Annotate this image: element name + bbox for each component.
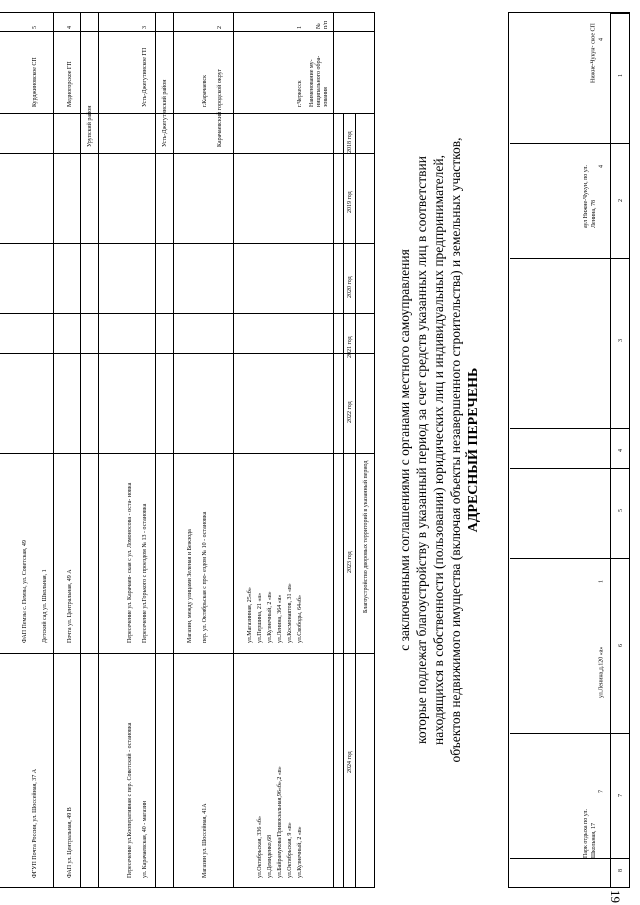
ruler-5: 5 bbox=[618, 509, 624, 512]
row-1-name: г.Черкесск bbox=[297, 80, 303, 107]
row-5-name: Курджиновское СП bbox=[32, 57, 38, 107]
row-2-name: Карачаевский городской округ bbox=[217, 68, 223, 147]
ruler-2: 2 bbox=[618, 199, 624, 202]
row-3-2024-1: Пересечение ул.Кооперативная с пер. Советский - остановка bbox=[127, 722, 133, 878]
row-2-2024-0: Магазин ул. Шоссейная, 41А bbox=[202, 803, 208, 878]
column-number-ruler bbox=[610, 12, 630, 888]
main-table bbox=[0, 12, 375, 888]
ruler-1: 1 bbox=[618, 74, 624, 77]
row-1-num: 1 bbox=[297, 26, 303, 29]
top-continuation-table bbox=[508, 12, 610, 888]
year-2022: 2022 год bbox=[347, 401, 353, 423]
row-1-2024-2: ул.Байрамукова/Привокзальная,96«б»,2 «в» bbox=[277, 766, 283, 878]
ruler-8: 8 bbox=[618, 869, 624, 872]
row-4-2023-0: Почта ул. Центральная, 49 А bbox=[67, 569, 73, 643]
row-3-2023-0: Пересечение ул.Горького с проездом № 13 - остановка bbox=[142, 503, 148, 643]
row-1-2024-3: ул.Демиденко,68 bbox=[267, 834, 273, 878]
head-name: Наименование му- ниципального обра- зования bbox=[309, 55, 329, 107]
top-addr1-num: 4 bbox=[598, 165, 605, 168]
document-title: АДРЕСНЫЙ ПЕРЕЧЕНЬ bbox=[466, 367, 481, 533]
row-5-num: 5 bbox=[32, 26, 38, 29]
year-2018: 2018 год bbox=[347, 131, 353, 153]
title-line-5: с заключенными соглашениями с органами местного самоуправления bbox=[397, 249, 412, 651]
row-1-2023-2: ул.Ленина, 364 «а» bbox=[277, 594, 283, 643]
year-2021: 2021 год bbox=[347, 336, 353, 358]
page-number: 19 bbox=[608, 890, 623, 903]
row-2b-name: г.Карачаевск bbox=[202, 74, 208, 107]
row-1-2023-0: ул.Свободы, 64«б» bbox=[297, 594, 303, 643]
row-1-2023-1: ул.Космонавтов, 31 «в» bbox=[287, 583, 293, 643]
row-2-2023-0: пер. ул. Октябрьская с про- ездом № 10 - остановка bbox=[202, 511, 208, 643]
top-addr1: аул Нижне-Чукун, по ул. Ленина, 78 bbox=[583, 164, 597, 228]
row-5-2023-0: Детский сад ул. Школьная, 1 bbox=[42, 569, 48, 643]
row-4-2024-0: ФАП ул. Центральная, 49 В bbox=[67, 807, 73, 878]
title-line-2: объектов недвижимого имущества (включая объекты незавершенного строительства) и земельных участков, bbox=[448, 137, 463, 763]
ruler-4: 4 bbox=[618, 449, 624, 452]
row-1-2024-0: ул.Кузнечный, 2 «в» bbox=[297, 826, 303, 878]
row-1-2024-4: ул.Октябрьская, 336 «б» bbox=[257, 816, 263, 878]
top-num: 4 bbox=[598, 38, 605, 41]
row-5-2023-1: ФАП Пемзы с. Пемзы, ул. Советская, 49 bbox=[22, 540, 28, 643]
row-5-2024-0: ФГУП Почта России, ул. Шоссейная, 37 А bbox=[32, 768, 38, 878]
top-addr2: ул.Ленина,д.120 «а» bbox=[598, 646, 605, 698]
row-2-num: 2 bbox=[217, 26, 223, 29]
top-settlement: Нижне-Чукун- ское СП bbox=[590, 23, 597, 83]
top-addr2-num: 1 bbox=[598, 580, 605, 583]
row-4-num: 4 bbox=[67, 26, 73, 29]
row-3-group: Усть-Джегутинский район bbox=[162, 79, 168, 147]
title-line-4: которые подлежат благоустройству в указанный период за счет средств указанных лиц в соответствии bbox=[414, 156, 429, 744]
row-1-2024-1: ул.Октябрьская, 9 «в» bbox=[287, 822, 293, 878]
row-1-2023-5: ул.Магазинная, 25«б» bbox=[247, 587, 253, 643]
title-line-3: находящихся в собственности (пользовании) юридических лиц и индивидуальных предпринимателей, bbox=[431, 155, 446, 745]
row-4-group: Урупский район bbox=[87, 105, 93, 147]
row-3-num: 3 bbox=[142, 26, 148, 29]
ruler-3: 3 bbox=[618, 339, 624, 342]
year-2024: 2024 год bbox=[347, 751, 353, 773]
row-3-name: Усть-Джегутинское ГП bbox=[142, 47, 148, 107]
row-1-2023-4: ул.Першина, 21 «а» bbox=[257, 592, 263, 643]
ruler-7: 7 bbox=[618, 794, 624, 797]
row-2-2023-1: Магазин, между улицами Зеленая и Бежзода bbox=[187, 529, 193, 643]
top-addr3-num: 7 bbox=[598, 790, 605, 793]
head-group: Благоустройство дворовых территорий в указанный период bbox=[363, 460, 369, 613]
year-2023: 2023 год bbox=[347, 551, 353, 573]
head-num: № п/п bbox=[316, 20, 329, 29]
row-4-name: Медногорское ГП bbox=[67, 61, 73, 107]
year-2019: 2019 год bbox=[347, 191, 353, 213]
year-2020: 2020 год bbox=[347, 276, 353, 298]
row-3-2023-1: Пересечение ул. Карачаев- ская с ул. Ломоносова - оста- новка bbox=[127, 482, 133, 643]
top-addr3: Парк отдыха по ул. Школьная, 17 bbox=[583, 809, 597, 858]
row-3-2024-0: ул. Карачаевская, 40 - магазин bbox=[142, 800, 148, 878]
ruler-6: 6 bbox=[618, 644, 624, 647]
row-1-2023-3: ул.Кузнечный, 2 «в» bbox=[267, 591, 273, 643]
